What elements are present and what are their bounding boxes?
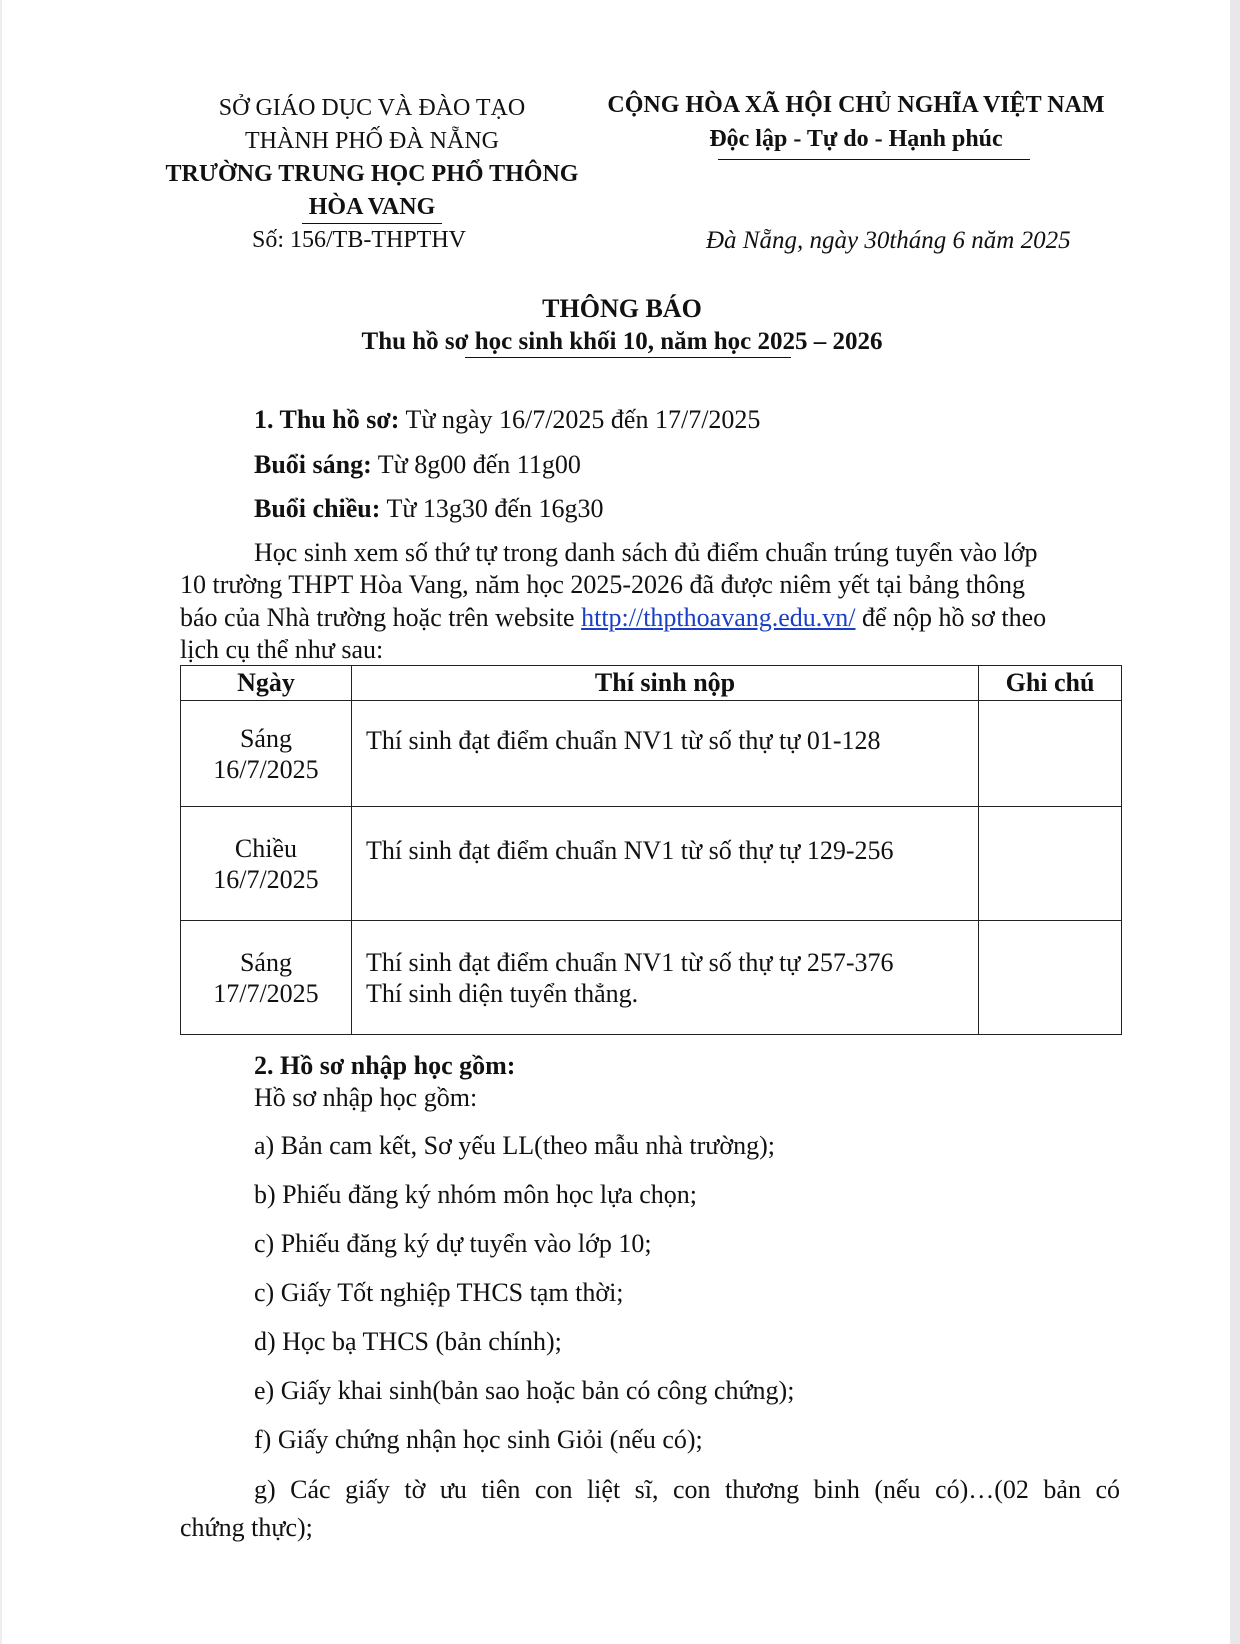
table-row (181, 921, 1122, 1035)
national-motto: Độc lập - Tự do - Hạnh phúc (709, 126, 1003, 152)
department-line-1: SỞ GIÁO DỤC VÀ ĐÀO TẠO (218, 95, 526, 121)
morning-hours (254, 450, 581, 480)
row-1-day-date: 16/7/2025 (213, 754, 319, 784)
row-3-submitters (351, 921, 978, 1035)
row-2-submitters (351, 807, 978, 921)
row-1-submitters-line-1: Thí sinh đạt điểm chuẩn NV1 từ số thự tự 01-128 (365, 726, 881, 755)
school-name-underline (302, 223, 442, 224)
row-2-note (979, 807, 1122, 921)
section-1-value: Từ ngày 16/7/2025 đến 17/7/2025 (399, 405, 761, 434)
header-notes: Ghi chú (979, 666, 1122, 701)
school-name-line-2: HÒA VANG (308, 194, 436, 220)
list-item: c) Phiếu đăng ký dự tuyển vào lớp 10; (254, 1229, 652, 1258)
row-1-note (979, 701, 1122, 807)
header-left (152, 92, 592, 224)
afternoon-hours (254, 494, 603, 524)
motto-underline (718, 159, 1030, 160)
afternoon-label: Buổi chiều: (254, 494, 381, 523)
list-item: f) Giấy chứng nhận học sinh Giỏi (nếu có); (254, 1425, 703, 1454)
row-3-submitters-line-1: Thí sinh đạt điểm chuẩn NV1 từ số thự tự 257-376 (365, 947, 894, 977)
notice-subtitle: Thu hồ sơ học sinh khối 10, năm học 2025 – 2026 (361, 328, 883, 355)
list-item: a) Bản cam kết, Sơ yếu LL(theo mẫu nhà trường); (254, 1131, 775, 1160)
table-row (181, 807, 1122, 921)
row-3-day (181, 921, 352, 1035)
row-1-day-session: Sáng (239, 723, 292, 753)
table-row (181, 701, 1122, 807)
section-1-heading (254, 405, 760, 435)
row-3-day-date: 17/7/2025 (213, 978, 319, 1008)
section-2-intro: Hồ sơ nhập học gồm: (254, 1083, 478, 1112)
row-3-submitters-line-2: Thí sinh diện tuyển thẳng. (365, 978, 639, 1008)
morning-label: Buổi sáng: (254, 450, 372, 479)
national-title: CỘNG HÒA XÃ HỘI CHỦ NGHĨA VIỆT NAM (607, 92, 1105, 118)
paragraph-line-4: lịch cụ thể như sau: (180, 635, 384, 664)
list-item-g-line-2: chứng thực); (180, 1513, 313, 1542)
row-2-day (181, 807, 352, 921)
morning-value: Từ 8g00 đến 11g00 (371, 450, 581, 479)
section-1-label: 1. Thu hồ sơ: (254, 405, 400, 434)
list-item: d) Học bạ THCS (bản chính); (254, 1327, 562, 1356)
header-submitters: Thí sinh nộp (351, 666, 978, 701)
row-3-note (979, 921, 1122, 1035)
header-day: Ngày (181, 666, 352, 701)
paragraph-line-1: Học sinh xem số thứ tự trong danh sách đủ điểm chuẩn trúng tuyển vào lớp (254, 538, 1038, 567)
school-name-line-1: TRƯỜNG TRUNG HỌC PHỔ THÔNG (165, 161, 579, 187)
row-3-day-session: Sáng (239, 947, 292, 977)
paragraph-line-3 (180, 603, 1046, 633)
notice-title: THÔNG BÁO (542, 294, 702, 323)
subtitle-underline (465, 357, 791, 358)
school-website-link[interactable]: http://thpthoavang.edu.vn/ (581, 603, 856, 632)
row-2-day-session: Chiều (234, 833, 298, 863)
list-item-g-line-1: g) Các giấy tờ ưu tiên con liệt sĩ, con thương binh (nếu có)…(02 bản có (254, 1475, 1120, 1504)
place-and-date: Đà Nẵng, ngày 30tháng 6 năm 2025 (706, 227, 1071, 254)
table-header-row (181, 666, 1122, 701)
paragraph-line-3-pre: báo của Nhà trường hoặc trên website (180, 603, 582, 632)
row-1-submitters (351, 701, 978, 807)
list-item: b) Phiếu đăng ký nhóm môn học lựa chọn; (254, 1180, 698, 1209)
section-2-heading: 2. Hồ sơ nhập học gồm: (254, 1051, 516, 1080)
list-item: e) Giấy khai sinh(bản sao hoặc bản có công chứng); (254, 1376, 795, 1405)
afternoon-value: Từ 13g30 đến 16g30 (380, 494, 604, 523)
row-2-submitters-line-1: Thí sinh đạt điểm chuẩn NV1 từ số thự tự 129-256 (365, 836, 894, 865)
document-number: Số: 156/TB-THPTHV (252, 227, 467, 253)
list-item: c) Giấy Tốt nghiệp THCS tạm thời; (254, 1278, 624, 1307)
department-line-2: THÀNH PHỐ ĐÀ NẴNG (245, 128, 499, 154)
row-1-day (181, 701, 352, 807)
row-2-day-date: 16/7/2025 (213, 864, 319, 894)
schedule-table (180, 665, 1122, 1035)
paragraph-line-3-post: để nộp hồ sơ theo (855, 603, 1047, 632)
paragraph-line-2: 10 trường THPT Hòa Vang, năm học 2025-2026 đã được niêm yết tại bảng thông (180, 570, 1025, 599)
